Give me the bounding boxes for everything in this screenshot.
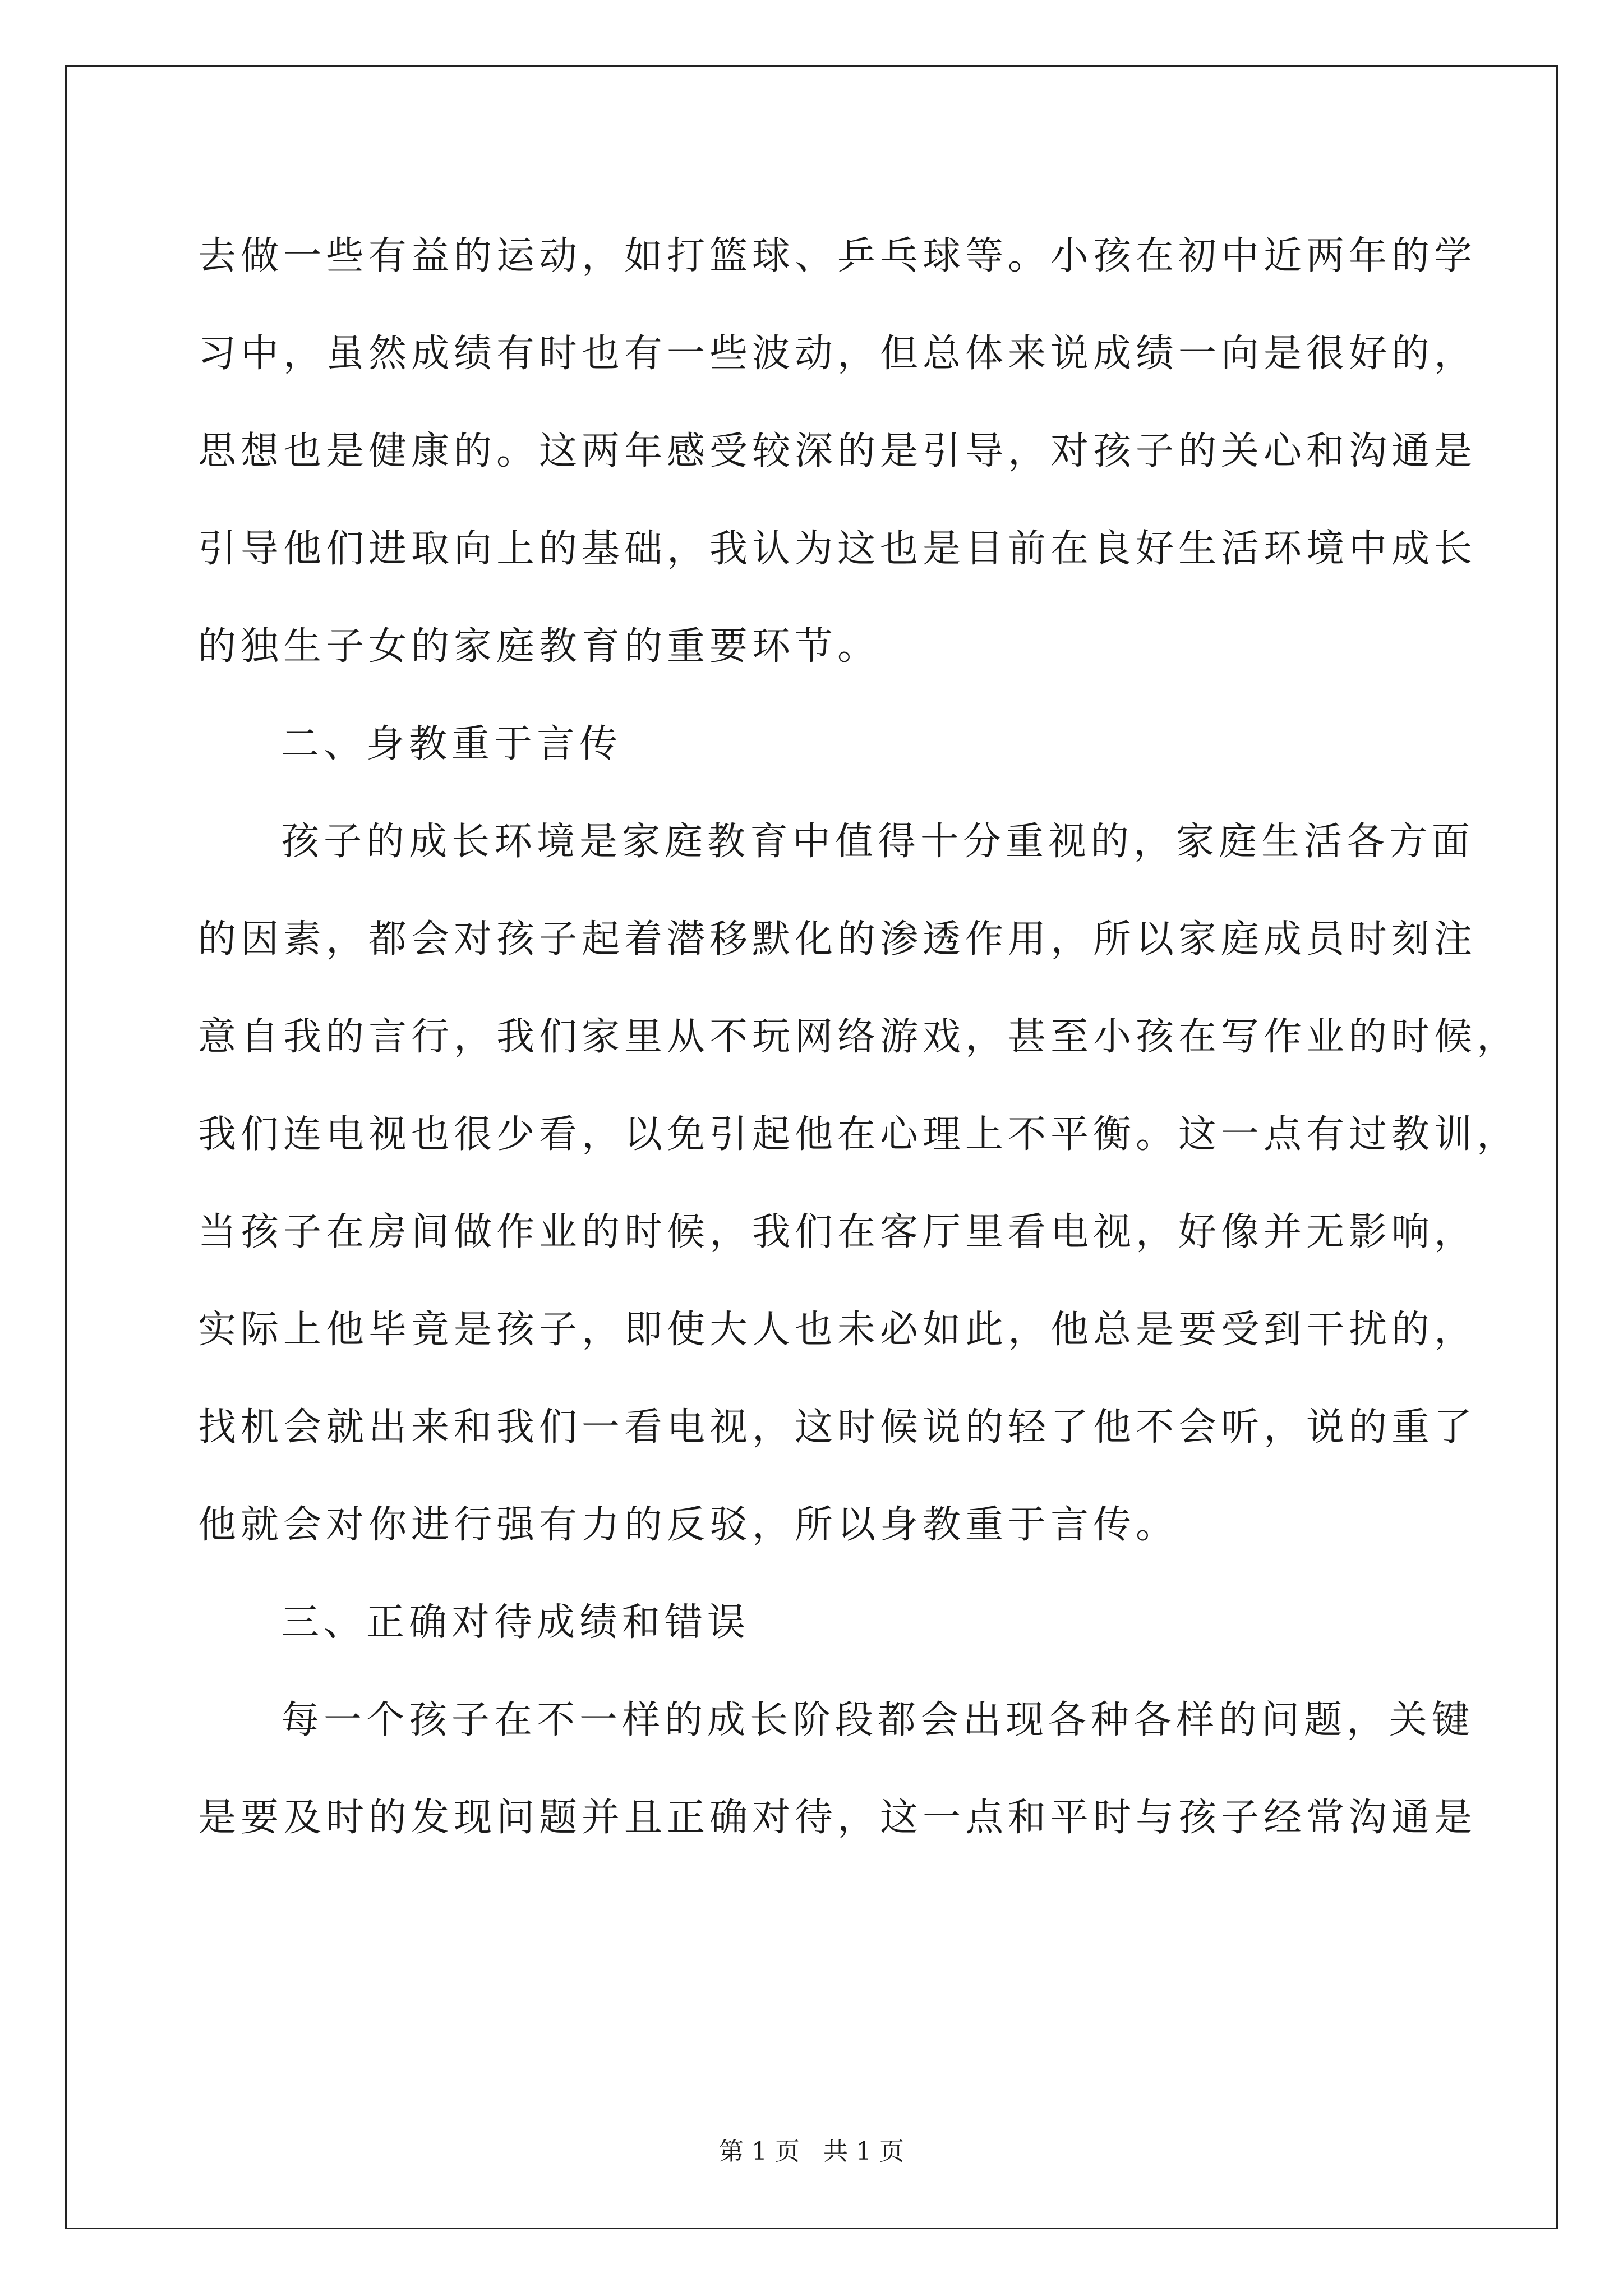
text-line: 意自我的言行，我们家里从不玩网络游戏，甚至小孩在写作业的时候， — [198, 1015, 1520, 1059]
text-line: 的因素，都会对孩子起着潜移默化的渗透作用，所以家庭成员时刻注 — [198, 917, 1477, 961]
text-line: 他就会对你进行强有力的反驳，所以身教重于言传。 — [198, 1503, 1179, 1547]
text-line: 思想也是健康的。这两年感受较深的是引导，对孩子的关心和沟通是 — [198, 429, 1477, 473]
document-body — [198, 208, 1520, 1867]
text-line: 去做一些有益的运动，如打篮球、乒乓球等。小孩在初中近两年的学 — [198, 234, 1477, 278]
text-line: 是要及时的发现问题并且正确对待，这一点和平时与孩子经常沟通是 — [198, 1796, 1477, 1840]
text-line: 三、正确对待成绩和错误 — [281, 1600, 750, 1645]
text-line: 找机会就出来和我们一看电视，这时候说的轻了他不会听，说的重了 — [198, 1405, 1477, 1450]
text-line: 每一个孩子在不一样的成长阶段都会出现各种各样的问题，关键 — [281, 1698, 1475, 1742]
text-line: 孩子的成长环境是家庭教育中值得十分重视的，家庭生活各方面 — [281, 820, 1475, 864]
page-number-footer: 第 1 页 共 1 页 — [719, 2137, 904, 2166]
text-line: 实际上他毕竟是孩子，即使大人也未必如此，他总是要受到干扰的， — [198, 1308, 1477, 1352]
text-line: 我们连电视也很少看，以免引起他在心理上不平衡。这一点有过教训， — [198, 1112, 1520, 1157]
text-line: 二、身教重于言传 — [281, 722, 623, 766]
text-line: 引导他们进取向上的基础，我认为这也是目前在良好生活环境中成长 — [198, 527, 1477, 571]
text-line: 当孩子在房间做作业的时候，我们在客厅里看电视，好像并无影响， — [198, 1210, 1477, 1254]
text-line: 的独生子女的家庭教育的重要环节。 — [198, 624, 880, 669]
text-line: 习中，虽然成绩有时也有一些波动，但总体来说成绩一向是很好的， — [198, 332, 1477, 376]
